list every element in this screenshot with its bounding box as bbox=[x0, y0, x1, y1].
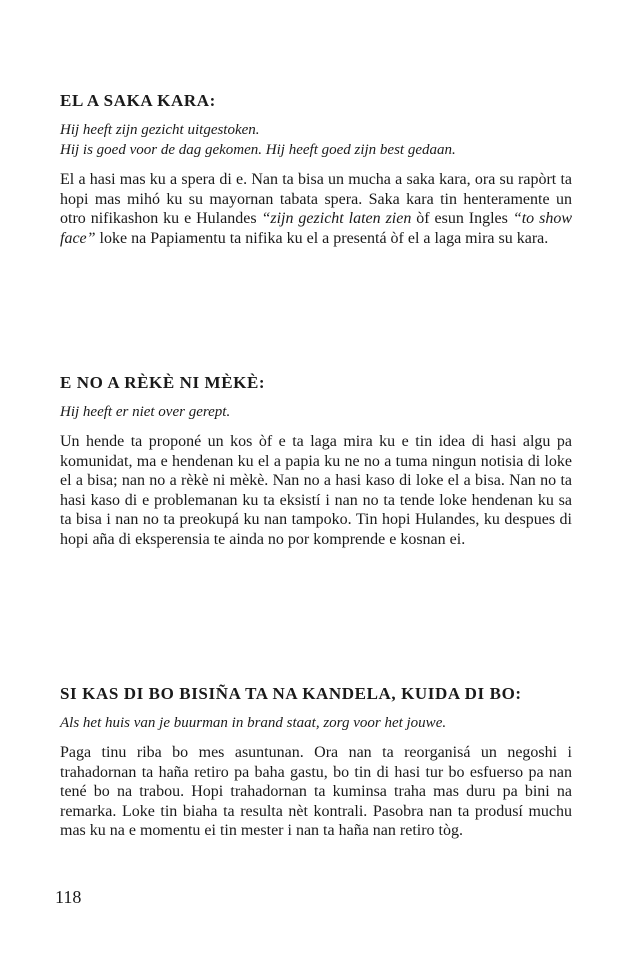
proverb-heading: EL A SAKA KARA: bbox=[60, 91, 216, 110]
proverb-entry bbox=[60, 683, 572, 841]
dutch-translation: Hij heeft er niet over gerept. bbox=[60, 404, 231, 420]
proverb-entry bbox=[60, 372, 572, 550]
explanation-text: El a hasi mas ku a spera di e. Nan ta bisa un mucha a saka kara, ora su rapòrt ta hopi mas mihó ku su mayornan tabata spera. Saka kara tin henteramente un otro nifikashon ku e Hulandes “zijn gezicht laten zien òf esun Ingles “to show face” loke na Papiamentu ta nifika ku el a presentá òf el a laga mira su kara. bbox=[60, 171, 572, 247]
proverb-entry bbox=[60, 90, 572, 248]
proverb-heading: E NO A RÈKÈ NI MÈKÈ: bbox=[60, 373, 266, 392]
dutch-translation: Hij heeft zijn gezicht uitgestoken. bbox=[60, 122, 260, 138]
explanation-text: Un hende ta proponé un kos òf e ta laga mira ku e tin idea di hasi algu pa komunidat, ma e hendenan ku el a papia ku ne no a tuma ningun notisia di loke el a bisa; nan no a rèkè ni mèkè. Nan no a hasi kaso di loke el a bisa. Nan no ta hasi kaso di e problemanan ku ta eksistí i nan no ta tende loke hendenan ku sa ta bisa i nan no ta preokupá ku nan tampoko. Tin hopi Hulandes, ku despues di hopi aña di eksperensia te ainda no por komprende e kosnan ei. bbox=[60, 433, 572, 548]
dutch-translation: Hij is goed voor de dag gekomen. Hij heeft goed zijn best gedaan. bbox=[60, 142, 456, 158]
page-number: 118 bbox=[55, 887, 82, 907]
dutch-translation: Als het huis van je buurman in brand staat, zorg voor het jouwe. bbox=[60, 715, 447, 731]
explanation-text: Paga tinu riba bo mes asuntunan. Ora nan ta reorganisá un negoshi i trahadornan ta haña retiro pa baha gastu, bo tin di hasi tur bo esfuerso pa nan tené bo na trabou. Hopi trahadornan ta kuminsa traha mas duru pa bini na remarka. Loke tin biaha ta resulta nèt kontrali. Pasobra nan ta produsí muchu mas ku na e momentu ei tin mester i nan ta haña nan retiro tòg. bbox=[60, 744, 572, 840]
proverb-heading: SI KAS DI BO BISIÑA TA NA KANDELA, KUIDA DI BO: bbox=[60, 684, 522, 703]
